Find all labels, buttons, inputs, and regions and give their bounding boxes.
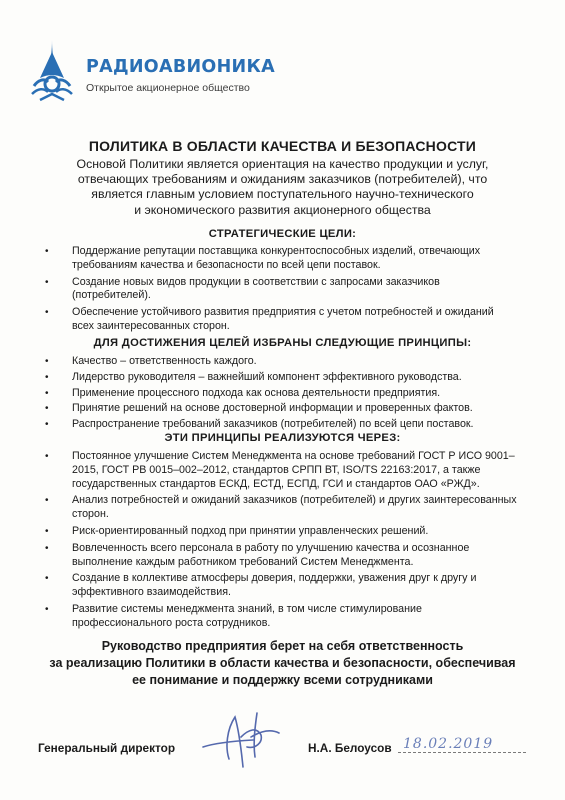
bullet-icon: • [45,403,49,415]
closing-statement [0,638,565,689]
implementation-list [0,450,540,634]
list-item: • Принятие решений на основе достоверной информации и проверенных фактов. [45,402,473,415]
closing-line: за реализацию Политики в области качества и безопасности, обеспечивая [49,656,516,670]
section-heading-principles: ДЛЯ ДОСТИЖЕНИЯ ЦЕЛЕЙ ИЗБРАНЫ СЛЕДУЮЩИЕ ПРИНЦИПЫ: [93,337,472,349]
list-item: • Развитие системы менеджмента знаний, в том числе стимулирование профессионального роста сотрудников. [45,602,422,629]
list-item: • Риск-ориентированный подход при принятии управленческих решений. [45,524,429,537]
list-item: • Применение процессного подхода как основа деятельности предприятия. [45,386,441,399]
list-item: • Поддержание репутации поставщика конкурентоспособных изделий, отвечающих требованиям качества и безопасности по всей цепи поставок. [45,245,481,271]
date-underline [398,752,526,753]
closing-line: ее понимание и поддержку всеми сотрудниками [132,673,433,687]
intro-line: отвечающих требованиям и ожиданиям заказчиков (потребителей), что [77,172,488,187]
bullet-icon: • [45,371,49,383]
signer-name: Н.А. Белоусов [308,741,392,755]
list-item: • Распространение требований заказчиков (потребителей) по всей цепи поставок. [45,418,474,431]
section-heading-implementation: ЭТИ ПРИНЦИПЫ РЕАЛИЗУЮТСЯ ЧЕРЕЗ: [164,432,401,444]
bullet-icon: • [45,276,49,288]
list-item: • Постоянное улучшение Систем Менеджмента на основе требований ГОСТ Р ИСО 9001–2015, ГОСТ РВ 0015–002–2012, стандартов СРПП ВТ, ISO/TS 22163:2017, а также государственных стандартов ЕСКД, ЕСТД, ЕСПД, ГСИ и стандартов ОАО «РЖД». [45,450,515,490]
intro-line: Основой Политики является ориентация на качество продукции и услуг, [76,157,489,171]
principles-list [0,355,540,432]
bullet-icon: • [45,307,49,319]
brand-name: РАДИОАВИОНИКА [86,57,275,77]
list-item: • Качество – ответственность каждого. [45,355,257,367]
bullet-icon: • [45,525,49,537]
company-logo [30,38,280,108]
list-item: • Создание новых видов продукции в соответствии с запросами заказчиков (потребителей). [45,275,440,302]
signer-position: Генеральный директор [38,741,176,755]
bullet-icon: • [45,603,49,615]
bullet-icon: • [45,356,49,367]
goals-list [0,245,540,337]
bullet-icon: • [45,387,49,399]
bullet-icon: • [45,246,49,257]
radioavionika-emblem-icon [30,38,74,104]
intro-line: и экономического развития акционерного общества [134,202,431,217]
bullet-icon: • [45,419,49,431]
section-heading-goals: СТРАТЕГИЧЕСКИЕ ЦЕЛИ: [208,228,357,240]
brand-subtitle: Открытое акционерное общество [86,82,250,94]
bullet-icon: • [45,495,49,507]
closing-line: Руководство предприятия берет на себя ответственность [101,639,464,653]
list-item: • Обеспечение устойчивого развития предприятия с учетом потребностей и ожиданий всех заинтересованных сторон. [45,306,494,332]
list-item: • Создание в коллективе атмосферы доверия, поддержки, уважения друг к другу и эффективного взаимодействия. [45,572,477,599]
document-title: ПОЛИТИКА В ОБЛАСТИ КАЧЕСТВА И БЕЗОПАСНОСТИ [88,138,477,154]
bullet-icon: • [45,573,49,585]
list-item: • Анализ потребностей и ожиданий заказчиков (потребителей) и других заинтересованных сторон. [45,494,517,521]
list-item: • Лидерство руководителя – важнейший компонент эффективного руководства. [45,370,462,383]
signature-date: 18.02.2019 [403,736,494,752]
bullet-icon: • [45,451,49,462]
intro-paragraph [40,157,525,218]
intro-line: является главным условием поступательного научно-технического [91,187,474,202]
list-item: • Вовлеченность всего персонала в работу по улучшению качества и осознанное выполнение каждым работником требований Систем Менеджмента. [45,541,470,568]
bullet-icon: • [45,542,49,554]
